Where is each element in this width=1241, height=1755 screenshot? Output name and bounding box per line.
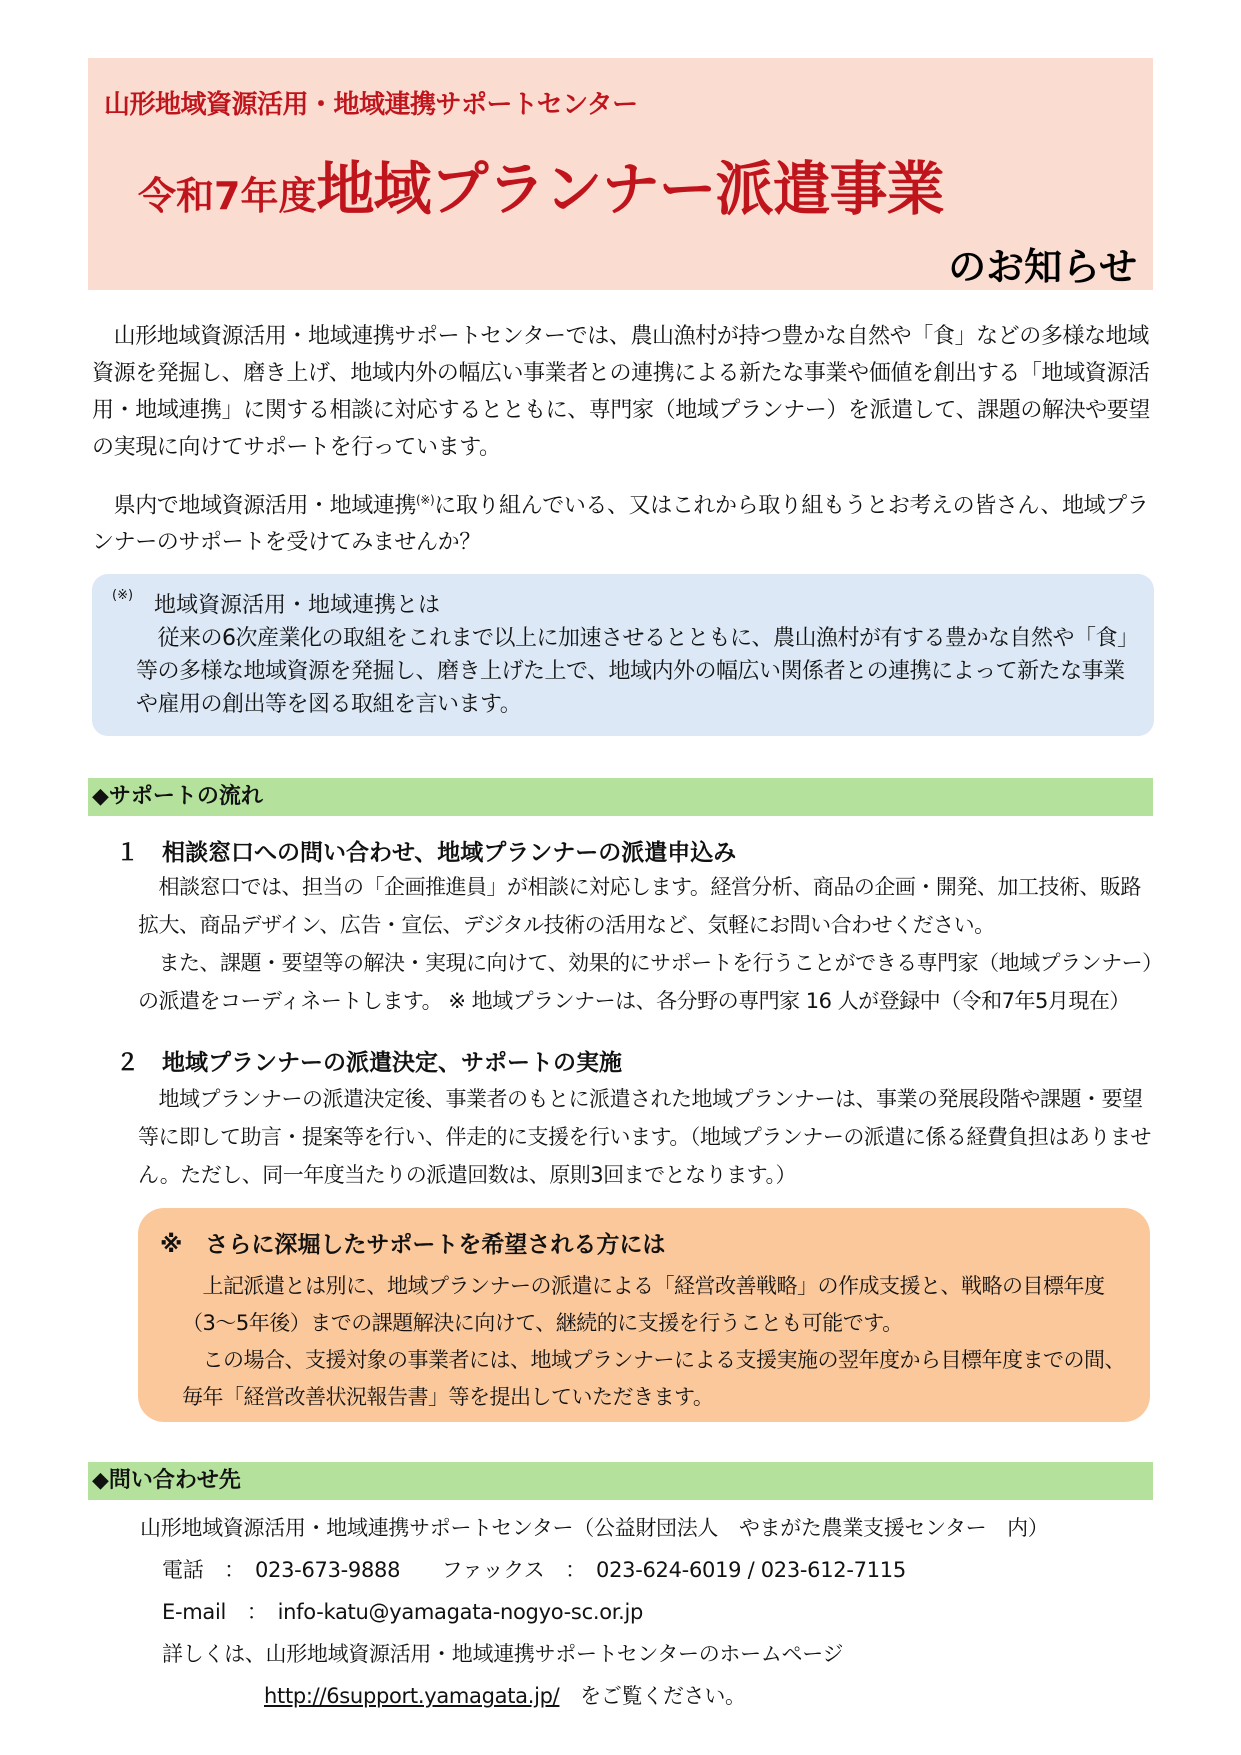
contact-phone: 電話 ： 023-673-9888 ファックス ： 023-624-6019 / 023-612-7115 [162,1558,906,1582]
intro-p2-after: に取り組んでいる、又はこれから取り組もうとお考えの皆さん、地域プランナーのサポートを受けてみませんか？ [92,493,1149,556]
deep-support-title: ※ さらに深堀したサポートを希望される方には [160,1232,666,1258]
step-2-paragraph-1: 地域プランナーの派遣決定後、事業者のもとに派遣された地域プランナーは、事業の発展段階や課題・要望等に即して助言・提案等を行い、伴走的に支援を行います。（地域プランナーの派遣に係る経費負担はありません。ただし、同一年度当たりの派遣回数は、原則3回までとなります。） [138,1087,1151,1187]
contact-url-line [264,1680,746,1710]
note-mark: (※) [112,588,134,603]
url-suffix: をご覧ください。 [559,1684,746,1708]
intro-p2-before: 県内で地域資源活用・地域連携 [92,493,417,519]
deep-support-paragraph-1: 上記派遣とは別に、地域プランナーの派遣による「経営改善戦略」の作成支援と、戦略の目標年度（3～5年後）までの課題解決に向けて、継続的に支援を行うことも可能です。 [182,1274,1105,1335]
note-body: 従来の6次産業化の取組をこれまで以上に加速させるとともに、農山漁村が有する豊かな自然や「食」等の多様な地域資源を発掘し、磨き上げた上で、地域内外の幅広い関係者との連携によって新たな事業や雇用の創出等を図る取組を言います。 [136,626,1128,717]
header-banner [88,58,1153,290]
deep-support-paragraph-2: この場合、支援対象の事業者には、地域プランナーによる支援実施の翌年度から目標年度までの間、毎年「経営改善状況報告書」等を提出していただきます。 [182,1348,1125,1409]
intro-paragraph-1: 山形地域資源活用・地域連携サポートセンターでは、農山漁村が持つ豊かな自然や「食」などの多様な地域資源を発掘し、磨き上げ、地域内外の幅広い事業者との連携による新たな事業や価値を創出する「地域資源活用・地域連携」に関する相談に対応するとともに、専門家（地域プランナー）を派遣して、課題の解決や要望の実現に向けてサポートを行っています。 [92,324,1150,460]
step-2-title: ２ 地域プランナーの派遣決定、サポートの実施 [116,1050,622,1076]
intro-paragraph-2 [92,482,1154,561]
contact-organization: 山形地域資源活用・地域連携サポートセンター（公益財団法人 やまがた農業支援センター 内） [140,1516,1049,1540]
section-support-flow: ◆サポートの流れ [88,778,1153,816]
contact-details: 詳しくは、山形地域資源活用・地域連携サポートセンターのホームページ [162,1642,844,1666]
title-main: 地域プランナー派遣事業 [316,155,944,223]
deep-support-box [138,1208,1150,1422]
definition-note [92,574,1154,736]
section-contact: ◆問い合わせ先 [88,1462,1153,1500]
organization-name: 山形地域資源活用・地域連携サポートセンター [104,90,638,120]
step-1-paragraph-1: 相談窓口では、担当の「企画推進員」が相談に対応します。経営分析、商品の企画・開発、加工技術、販路拡大、商品デザイン、広告・宣伝、デジタル技術の活用など、気軽にお問い合わせください。 [138,875,1141,937]
title-notice: のお知らせ [948,245,1137,289]
footnote-mark: (※) [416,493,435,507]
note-title: 地域資源活用・地域連携とは [154,593,441,618]
title-year: 令和7年度 [138,174,317,218]
page-title [138,142,943,226]
deep-support-body [182,1268,1132,1416]
step-1-paragraph-2: また、課題・要望等の解決・実現に向けて、効果的にサポートを行うことができる専門家（地域プランナー）の派遣をコーディネートします。 ※ 地域プランナーは、各分野の専門家 16 人が登録中（令和7年5月現在） [138,951,1153,1013]
contact-email: E-mail ： info-katu@yamagata-nogyo-sc.or.jp [162,1600,644,1624]
step-1-title: １ 相談窓口への問い合わせ、地域プランナーの派遣申込み [116,840,737,866]
homepage-link[interactable]: http://6support.yamagata.jp/ [264,1684,560,1708]
